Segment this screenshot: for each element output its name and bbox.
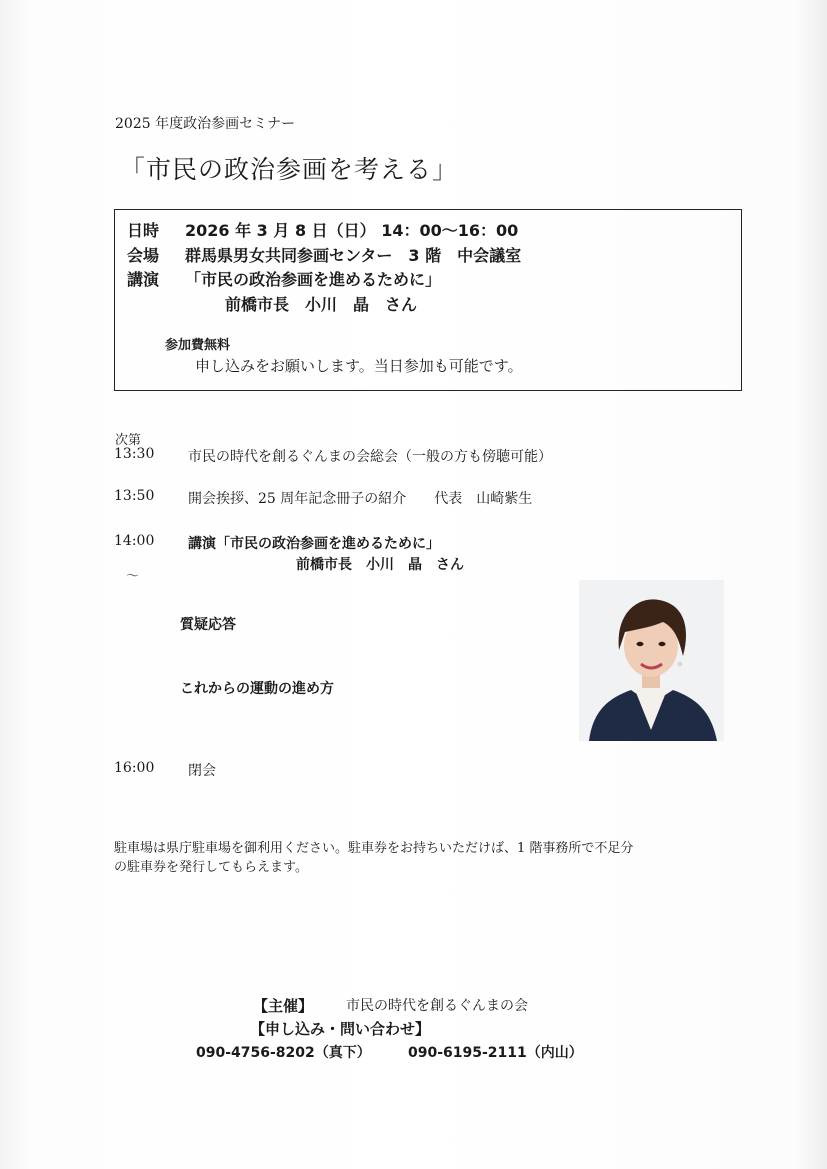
date-label: 日時 bbox=[127, 221, 160, 240]
program-item: 市民の時代を創るぐんまの会総会（一般の方も傍聴可能） bbox=[188, 449, 552, 465]
parking-line-1: 駐車場は県庁駐車場を御利用ください。駐車券をお持ちいただけば、1 階事務所で不足分 bbox=[114, 841, 634, 856]
seminar-title: 「市民の政治参画を考える」 bbox=[120, 155, 459, 184]
fee-note: 申し込みをお願いします。当日参加も可能です。 bbox=[195, 357, 523, 375]
contact-label: 【申し込み・問い合わせ】 bbox=[250, 1020, 431, 1038]
organizer-name: 市民の時代を創るぐんまの会 bbox=[346, 998, 528, 1014]
contact-phone-1: 090-4756-8202（真下） bbox=[196, 1045, 371, 1061]
speaker-portrait-photo bbox=[579, 580, 724, 741]
event-info-box bbox=[114, 209, 742, 391]
date-row bbox=[127, 218, 518, 241]
lecture-label: 講演 bbox=[127, 270, 160, 289]
close-item: 閉会 bbox=[188, 763, 216, 779]
program-time: 14:00 bbox=[114, 533, 155, 549]
seminar-subtitle: 2025 年度政治参画セミナー bbox=[115, 116, 296, 132]
program-time: 13:30 bbox=[114, 446, 155, 462]
organizer-label: 【主催】 bbox=[253, 997, 314, 1015]
fee-label: 参加費無料 bbox=[165, 338, 231, 353]
program-header: 次第 bbox=[115, 433, 142, 448]
close-time: 16:00 bbox=[114, 760, 155, 776]
program-item: 開会挨拶、25 周年記念冊子の紹介 代表 山崎紫生 bbox=[188, 491, 533, 507]
venue-label: 会場 bbox=[127, 246, 160, 265]
program-item: 講演「市民の政治参画を進めるために」 bbox=[188, 536, 440, 552]
qa-item: 質疑応答 bbox=[180, 617, 236, 633]
date-value: 2026 年 3 月 8 日（日） 14：00〜16：00 bbox=[185, 221, 519, 240]
portrait-illustration bbox=[579, 580, 724, 741]
lecturer-name: 前橋市長 小川 晶 さん bbox=[225, 295, 418, 314]
lecture-value: 「市民の政治参画を進めるために」 bbox=[185, 270, 442, 289]
parking-line-2: の駐車券を発行してもらえます。 bbox=[114, 860, 308, 875]
venue-value: 群馬県男女共同参画センター 3 階 中会議室 bbox=[185, 246, 522, 265]
tilde-mark: 〜 bbox=[126, 569, 140, 584]
contact-phone-2: 090-6195-2111（内山） bbox=[408, 1045, 583, 1061]
program-lecturer: 前橋市長 小川 晶 さん bbox=[296, 557, 464, 573]
future-item: これからの運動の進め方 bbox=[180, 681, 334, 697]
program-time: 13:50 bbox=[114, 488, 155, 504]
venue-row bbox=[127, 243, 521, 266]
lecture-row bbox=[127, 267, 441, 290]
